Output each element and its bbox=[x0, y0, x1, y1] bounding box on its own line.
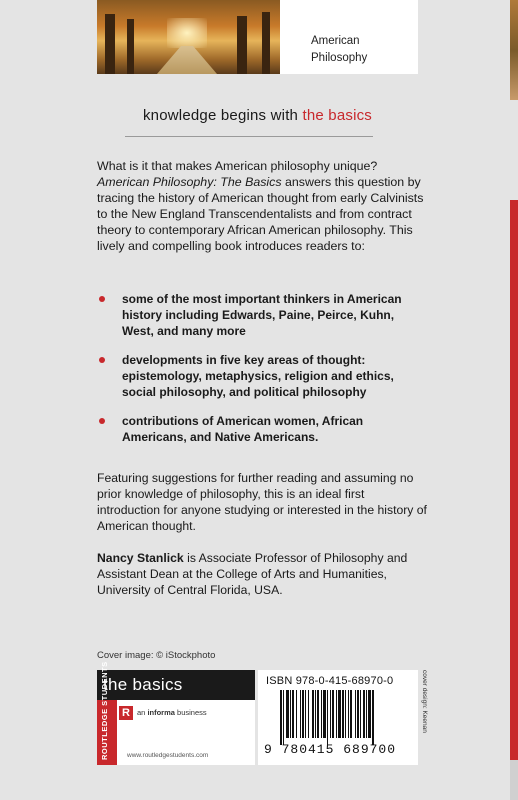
series-logo-heading: the basics bbox=[97, 670, 255, 700]
informa-brand: informa bbox=[147, 708, 175, 717]
publisher-spine-text: ROUTLEDGE STUDENTS bbox=[100, 661, 109, 760]
intro-sentence-1: What is it that makes American philosophy unique? bbox=[97, 159, 378, 173]
barcode-bar bbox=[315, 690, 316, 738]
barcode-bar bbox=[368, 690, 371, 738]
author-bio-text: is Associate Professor of Philosophy and Assistant Dean at the College of Arts and Humanities, University of Central Florida, USA. bbox=[97, 551, 408, 597]
intro-book-title: American Philosophy: The Basics bbox=[97, 175, 282, 189]
publisher-r-logo-icon: R bbox=[119, 706, 133, 720]
author-bio bbox=[97, 550, 427, 598]
author-name: Nancy Stanlick bbox=[97, 551, 184, 565]
informa-suffix: business bbox=[174, 708, 207, 717]
tagline-accent: the basics bbox=[302, 107, 373, 124]
cover-edge-red bbox=[510, 200, 518, 760]
bullet-item bbox=[97, 352, 427, 400]
barcode-bar bbox=[323, 690, 326, 738]
bullet-item bbox=[97, 413, 427, 445]
bullet-dot-icon bbox=[99, 296, 105, 302]
informa-line bbox=[137, 708, 207, 717]
featuring-paragraph: Featuring suggestions for further reading and assuming no prior knowledge of philosophy, this is an ideal first introduction for anyone studying or interested in the history of American thought. bbox=[97, 471, 427, 533]
publisher-url: www.routledgestudents.com bbox=[127, 752, 209, 759]
barcode-digits: 9 780415 689700 bbox=[264, 742, 397, 757]
cover-edge-top bbox=[510, 0, 518, 100]
bullet-list bbox=[97, 291, 427, 458]
barcode-bar bbox=[338, 690, 341, 738]
barcode-bar bbox=[305, 690, 306, 738]
barcode-bar bbox=[280, 690, 282, 745]
tagline bbox=[97, 107, 418, 124]
barcode-bar bbox=[300, 690, 301, 738]
barcode-bar bbox=[327, 690, 328, 745]
informa-prefix: an bbox=[137, 708, 148, 717]
barcode-bar bbox=[292, 690, 294, 738]
barcode-bar bbox=[372, 690, 374, 745]
barcode-box bbox=[258, 670, 418, 765]
barcode-bar bbox=[366, 690, 367, 738]
barcode-bar bbox=[332, 690, 334, 738]
barcode-bar bbox=[363, 690, 365, 738]
tagline-rule bbox=[125, 136, 373, 137]
bullet-dot-icon bbox=[99, 418, 105, 424]
bullet-text: developments in five key areas of thought: epistemology, metaphysics, religion and ethics, social philosophy, and political philosophy bbox=[122, 353, 394, 399]
barcode-bar bbox=[312, 690, 314, 738]
tagline-prefix: knowledge begins with bbox=[142, 107, 303, 124]
barcode-bar bbox=[308, 690, 309, 738]
barcode-bar bbox=[330, 690, 331, 738]
series-title-box bbox=[280, 0, 418, 74]
barcode-bar bbox=[317, 690, 319, 738]
bullet-text: some of the most important thinkers in American history including Edwards, Paine, Peirce, Kuhn, West, and many more bbox=[122, 292, 402, 338]
intro-sentence-2: answers this question by tracing the history of American thought from early Calvinists to the New England Transcendentalists and from contract theory to contemporary African American philosophy. This lively and compelling book introduces readers to: bbox=[97, 175, 424, 253]
barcode-bar bbox=[342, 690, 344, 738]
isbn-text: ISBN 978-0-415-68970-0 bbox=[266, 675, 394, 687]
barcode-bar bbox=[348, 690, 349, 738]
barcode-bar bbox=[350, 690, 352, 738]
cover-edge-bottom bbox=[510, 760, 518, 800]
barcode-bar bbox=[296, 690, 297, 738]
barcode-bar bbox=[290, 690, 291, 738]
cover-design-credit: cover design: Keenan bbox=[421, 670, 428, 733]
cover-photo bbox=[97, 0, 280, 74]
barcode-bar bbox=[355, 690, 356, 738]
barcode-bar bbox=[345, 690, 346, 738]
barcode-bar bbox=[357, 690, 359, 738]
bullet-text: contributions of American women, African Americans, and Native Americans. bbox=[122, 414, 364, 444]
publisher-spine bbox=[97, 661, 117, 765]
barcode-bar bbox=[321, 690, 322, 738]
barcode-bar bbox=[336, 690, 337, 738]
intro-paragraph bbox=[97, 158, 427, 254]
barcode-bar bbox=[286, 690, 289, 738]
cover-image-credit: Cover image: © iStockphoto bbox=[97, 650, 216, 661]
barcode-bar bbox=[302, 690, 304, 738]
series-title: American Philosophy bbox=[311, 35, 368, 64]
bullet-item bbox=[97, 291, 427, 339]
barcode-bars bbox=[280, 690, 410, 745]
barcode-bar bbox=[360, 690, 361, 738]
series-logo-block bbox=[97, 661, 255, 765]
bullet-dot-icon bbox=[99, 357, 105, 363]
barcode-bar bbox=[283, 690, 284, 745]
